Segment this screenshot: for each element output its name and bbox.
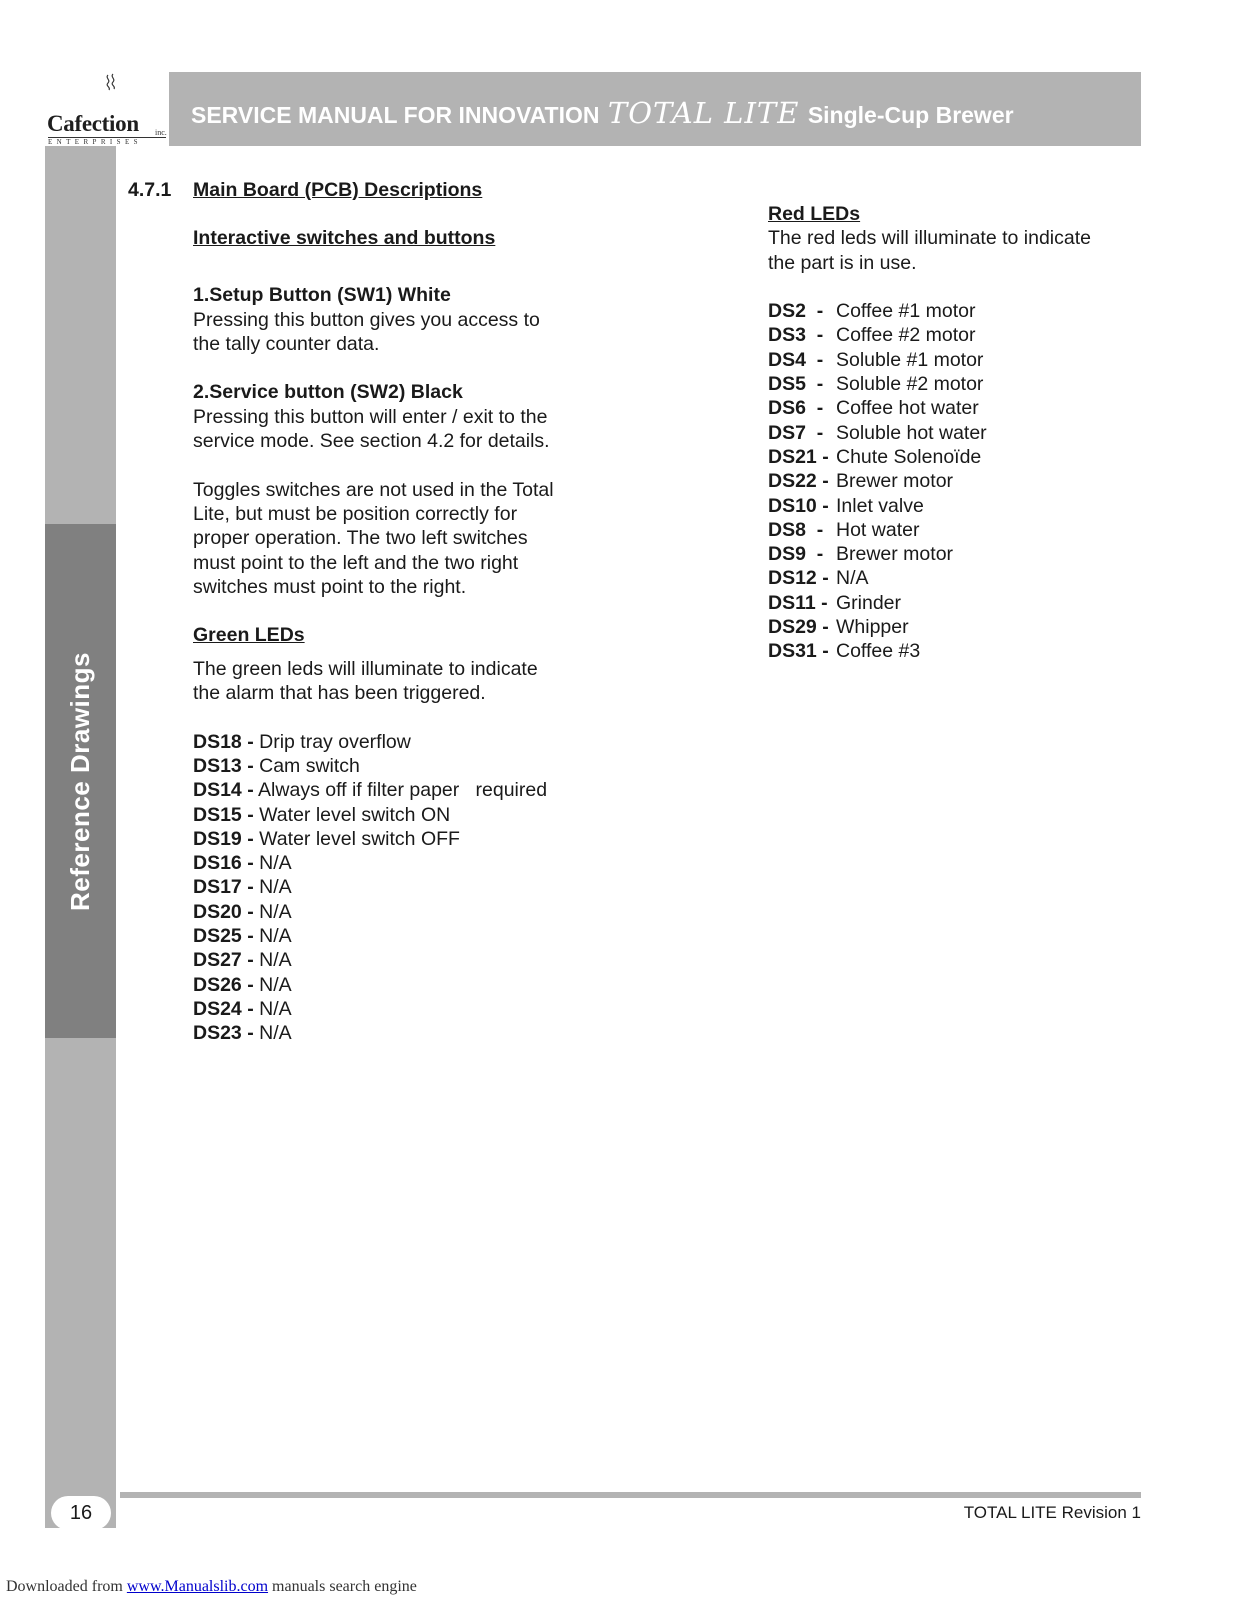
steam-icon xyxy=(102,73,122,91)
led-item xyxy=(768,421,1148,445)
led-desc: Hot water xyxy=(836,518,920,541)
led-item xyxy=(193,1021,573,1045)
led-desc: Coffee hot water xyxy=(836,397,979,420)
subheading-switches: Interactive switches and buttons xyxy=(193,227,496,249)
led-code: DS26 - xyxy=(193,973,254,996)
led-desc: N/A xyxy=(259,876,292,899)
led-item xyxy=(768,445,1148,469)
service-text-line: Pressing this button will enter / exit to the xyxy=(193,405,548,428)
led-code: DS31 - xyxy=(768,640,829,663)
setup-text-line: the tally counter data. xyxy=(193,332,380,355)
led-code: DS5 - xyxy=(768,373,824,396)
led-code: DS7 - xyxy=(768,421,824,444)
led-code: DS25 - xyxy=(193,925,254,948)
led-code: DS17 - xyxy=(193,876,254,899)
led-desc: Drip tray overflow xyxy=(259,730,411,753)
led-code: DS22 - xyxy=(768,470,829,493)
led-item xyxy=(768,396,1148,420)
manualslib-link[interactable]: www.Manualslib.com xyxy=(126,1578,269,1595)
section-title: Main Board (PCB) Descriptions xyxy=(193,179,483,201)
side-tab-label: Reference Drawings xyxy=(65,651,96,911)
led-item xyxy=(768,542,1148,566)
service-text-line: service mode. See section 4.2 for details. xyxy=(193,430,550,453)
led-desc: Water level switch ON xyxy=(259,803,451,826)
led-desc: Cam switch xyxy=(259,754,360,777)
led-code: DS13 - xyxy=(193,754,254,777)
led-item xyxy=(768,348,1148,372)
led-code: DS6 - xyxy=(768,397,824,420)
led-item xyxy=(193,754,573,778)
setup-button-title: 1.Setup Button (SW1) White xyxy=(193,284,451,307)
led-desc: Soluble #2 motor xyxy=(836,373,984,396)
led-desc: Water level switch OFF xyxy=(259,827,460,850)
red-text-line: The red leds will illuminate to indicate xyxy=(768,227,1091,250)
led-code: DS19 - xyxy=(193,827,254,850)
green-leds-heading: Green LEDs xyxy=(193,624,305,647)
led-item xyxy=(193,778,573,802)
led-item xyxy=(768,372,1148,396)
led-code: DS29 - xyxy=(768,616,829,639)
toggle-text-line: Toggles switches are not used in the Total xyxy=(193,478,554,501)
green-text-line: the alarm that has been triggered. xyxy=(193,682,486,705)
led-code: DS11 - xyxy=(768,591,828,614)
side-tab-label-wrap xyxy=(45,524,116,1038)
led-desc: Brewer motor xyxy=(836,470,954,493)
toggle-text-line: switches must point to the right. xyxy=(193,575,467,598)
led-desc: Coffee #2 motor xyxy=(836,324,976,347)
section-number: 4.7.1 xyxy=(128,179,172,201)
service-button-title: 2.Service button (SW2) Black xyxy=(193,381,463,404)
led-item xyxy=(193,730,573,754)
title-prefix: SERVICE MANUAL FOR INNOVATION xyxy=(191,102,600,128)
led-desc: Chute Solenoïde xyxy=(836,445,982,468)
led-code: DS12 - xyxy=(768,567,829,590)
led-item xyxy=(193,803,573,827)
right-column xyxy=(768,202,1148,664)
setup-text-line: Pressing this button gives you access to xyxy=(193,308,540,331)
led-item xyxy=(193,924,573,948)
led-item xyxy=(768,494,1148,518)
led-item xyxy=(193,973,573,997)
led-item xyxy=(768,469,1148,493)
led-desc: N/A xyxy=(259,900,292,923)
led-code: DS15 - xyxy=(193,803,254,826)
led-item xyxy=(193,875,573,899)
led-item xyxy=(768,566,1148,590)
red-led-list xyxy=(768,299,1148,663)
led-desc: Grinder xyxy=(836,591,902,614)
red-text-line: the part is in use. xyxy=(768,251,917,274)
led-code: DS9 - xyxy=(768,543,824,566)
led-item xyxy=(193,997,573,1021)
toggle-text-line: must point to the left and the two right xyxy=(193,551,519,574)
led-code: DS8 - xyxy=(768,518,824,541)
led-desc: Coffee #1 motor xyxy=(836,300,976,323)
led-item xyxy=(193,948,573,972)
led-desc: N/A xyxy=(259,973,292,996)
led-code: DS24 - xyxy=(193,997,254,1020)
led-code: DS10 - xyxy=(768,494,829,517)
logo-subtitle: ENTERPRISES xyxy=(48,138,142,146)
section-heading xyxy=(128,178,482,202)
led-desc: Whipper xyxy=(836,616,909,639)
led-code: DS21 - xyxy=(768,445,829,468)
led-code: DS27 - xyxy=(193,949,254,972)
led-code: DS3 - xyxy=(768,324,824,347)
footer-rule xyxy=(120,1492,1141,1498)
toggle-text-line: Lite, but must be position correctly for xyxy=(193,502,518,525)
page-number: 16 xyxy=(51,1496,111,1530)
led-code: DS18 - xyxy=(193,730,254,753)
green-led-list xyxy=(193,730,573,1046)
left-column xyxy=(193,226,573,1046)
led-desc: Soluble #1 motor xyxy=(836,348,984,371)
led-desc: N/A xyxy=(259,925,292,948)
led-desc: N/A xyxy=(836,567,869,590)
led-item xyxy=(193,827,573,851)
red-leds-heading: Red LEDs xyxy=(768,203,861,225)
page-title xyxy=(191,96,1014,130)
led-desc: Soluble hot water xyxy=(836,421,987,444)
led-item xyxy=(768,639,1148,663)
led-item xyxy=(193,851,573,875)
download-suffix: manuals search engine xyxy=(268,1578,417,1595)
led-code: DS4 - xyxy=(768,348,824,371)
logo-wordmark: Cafection xyxy=(47,111,139,136)
toggle-text-line: proper operation. The two left switches xyxy=(193,527,528,550)
led-desc: Brewer motor xyxy=(836,543,954,566)
led-code: DS23 - xyxy=(193,1022,254,1045)
led-desc: Coffee #3 xyxy=(836,640,921,663)
led-desc: N/A xyxy=(259,852,292,875)
revision-label: TOTAL LITE Revision 1 xyxy=(963,1503,1141,1522)
download-note xyxy=(6,1578,417,1596)
led-desc: Always off if filter paper required xyxy=(258,779,548,802)
led-code: DS14 - xyxy=(193,779,254,802)
led-item xyxy=(768,591,1148,615)
led-desc: Inlet valve xyxy=(836,494,924,517)
led-desc: N/A xyxy=(259,949,292,972)
download-prefix: Downloaded from xyxy=(6,1578,123,1595)
led-item xyxy=(193,900,573,924)
logo-inc: inc. xyxy=(155,128,167,137)
led-item xyxy=(768,299,1148,323)
led-code: DS20 - xyxy=(193,900,254,923)
title-product: TOTAL LITE xyxy=(607,96,800,130)
led-code: DS2 - xyxy=(768,300,824,323)
green-text-line: The green leds will illuminate to indicate xyxy=(193,657,538,680)
led-code: DS16 - xyxy=(193,852,254,875)
led-desc: N/A xyxy=(259,997,292,1020)
led-item xyxy=(768,615,1148,639)
led-desc: N/A xyxy=(259,1022,292,1045)
led-item xyxy=(768,518,1148,542)
title-suffix: Single-Cup Brewer xyxy=(807,102,1014,128)
led-item xyxy=(768,323,1148,347)
